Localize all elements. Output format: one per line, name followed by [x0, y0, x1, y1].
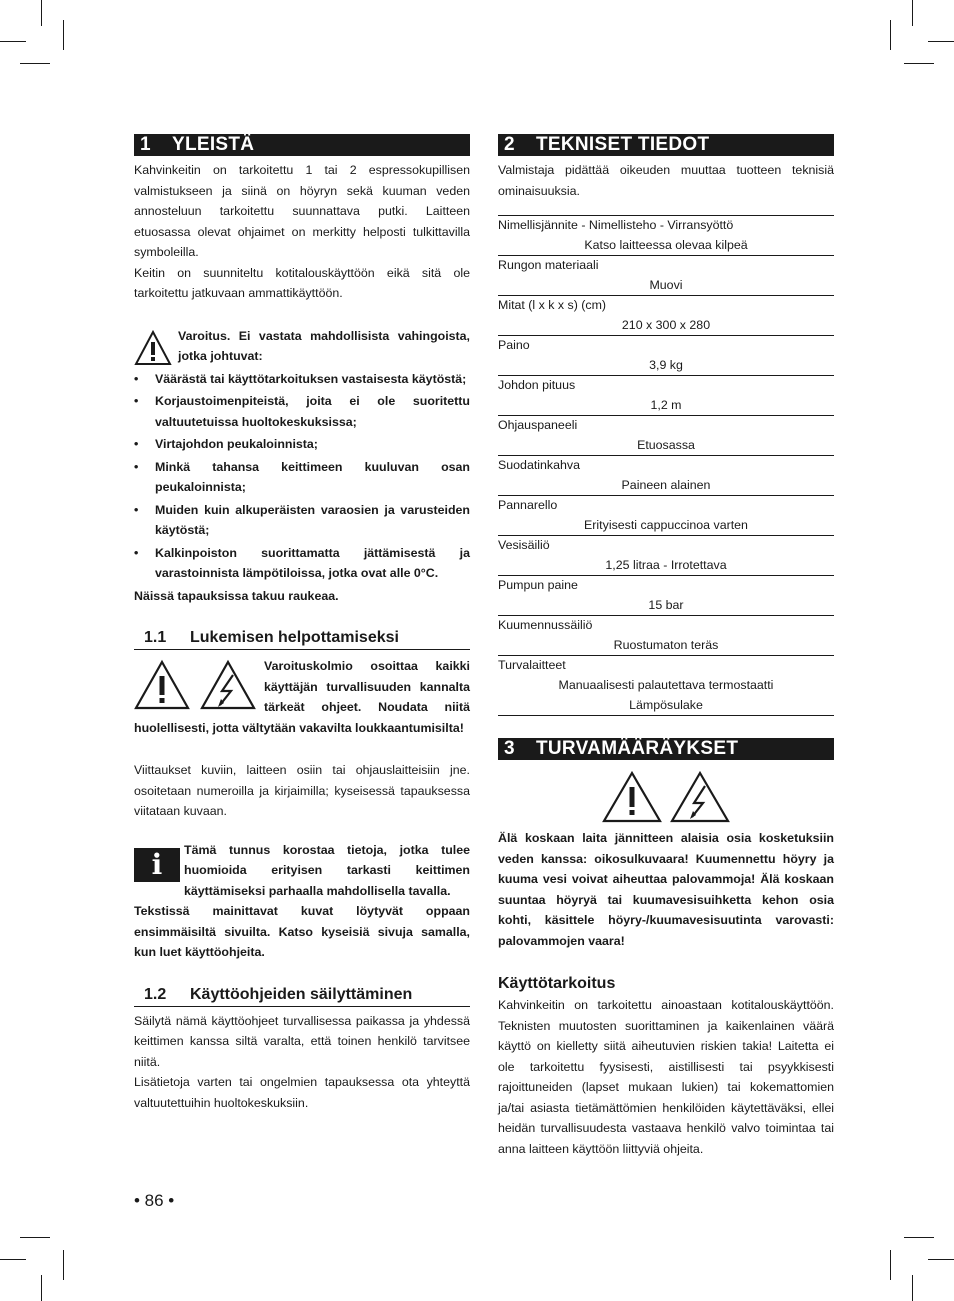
figures-note: Tekstissä mainittavat kuvat löytyvät oppaan ensimmäisiltä sivuilta. Katso kyseisiä sivuja samalla, kun luet käyttöohjeita.: [134, 904, 470, 959]
section-title: TEKNISET TIEDOT: [536, 134, 710, 155]
spec-row: [498, 336, 834, 376]
intended-use-paragraph: Kahvinkeitin on tarkoitettu ainoastaan kotitalouskäyttöön. Teknisten muutosten suorittaminen ja kaikenlainen väärä käyttö on kielletty siitä aiheutuvien riskien takia! Laitetta ei ole tarkoitettu fyysisesti, aistillisesti tai psyykkisesti rajoittuneiden (lapset mukaan lukien) tai kokemattomien ja/tai asiasta tietämättömien henkilöiden käytettäväksi, ellei heidän turvallisuudesta vastaava henkilö valvo toimintaa tai anna laitteen käyttöön liittyviä ohjeita.: [498, 998, 834, 1156]
section-1-heading: [134, 134, 470, 156]
spec-value: 1,25 litraa - Irrotettava: [605, 558, 727, 572]
spec-row: [498, 256, 834, 296]
spec-row: [498, 616, 834, 656]
list-item: • Virtajohdon peukaloinnista;: [134, 434, 470, 455]
spec-label: Turvalaitteet: [498, 658, 566, 672]
spec-table: [498, 215, 834, 716]
crop-mark: [41, 1275, 42, 1301]
spec-row: [498, 216, 834, 256]
warning-title: Varoitus. Ei vastata mahdollisista vahingoista, jotka johtuvat:: [178, 328, 470, 363]
spec-label: Rungon materiaali: [498, 258, 599, 272]
crop-mark: [890, 20, 891, 50]
subsection-1-1-heading: [134, 628, 470, 650]
crop-mark: [0, 41, 26, 42]
section-number: 3: [504, 738, 515, 759]
spec-row: [498, 456, 834, 496]
liability-warning: [134, 326, 470, 367]
contact-paragraph: Lisätietoja varten tai ongelmien tapauksessa ota yhteyttä valtuutettuihin huoltokeskuksiin.: [134, 1075, 470, 1110]
spec-label: Kuumennussäiliö: [498, 618, 593, 632]
intended-use-heading: Käyttötarkoitus: [498, 975, 616, 992]
spec-row: [498, 576, 834, 616]
subsection-title: Käyttöohjeiden säilyttäminen: [190, 985, 413, 1003]
spec-label: Suodatinkahva: [498, 458, 580, 472]
safety-symbol-note: [134, 656, 470, 738]
spec-value: Etuosassa: [637, 438, 695, 452]
warranty-note: Näissä tapauksissa takuu raukeaa.: [134, 588, 339, 603]
crop-mark: [41, 0, 42, 26]
subsection-number: 1.1: [144, 629, 167, 646]
section-number: 1: [140, 134, 151, 155]
crop-mark: [912, 1275, 913, 1301]
crop-mark: [904, 63, 934, 64]
crop-mark: [63, 1250, 64, 1280]
right-column: [498, 134, 834, 1159]
intro-paragraph: Kahvinkeitin on tarkoitettu 1 tai 2 espressokupillisen valmistukseen ja siinä on höyryn sekä kuuman veden annosteluun tarkoitettu suunnattava putki. Laitteen etuosassa olevat ohjaimet on merkitty helposti tulkittavilla symboleilla.: [134, 163, 470, 259]
crop-mark: [928, 1259, 954, 1260]
spec-value: Ruostumaton teräs: [613, 638, 719, 652]
subsection-number: 1.2: [144, 985, 167, 1003]
storage-paragraph: Säilytä nämä käyttöohjeet turvallisessa paikassa ja yhdessä keittimen kanssa siltä varalta, että toinen henkilö tarvitsee niitä.: [134, 1013, 470, 1069]
crop-mark: [0, 1259, 26, 1260]
spec-label: Pannarello: [498, 498, 558, 512]
info-note: [134, 840, 470, 902]
electric-hazard-icon: [200, 659, 256, 711]
spec-label: Pumpun paine: [498, 578, 578, 592]
spec-row: [498, 296, 834, 336]
spec-value: 1,2 m: [650, 398, 682, 412]
spec-label: Nimellisjännite - Nimellisteho - Virransyöttö: [498, 218, 734, 232]
spec-label: Ohjauspaneeli: [498, 418, 578, 432]
left-column: [134, 134, 470, 1113]
liability-list: [134, 369, 470, 584]
spec-row: [498, 656, 834, 716]
info-text: Tämä tunnus korostaa tietoja, jotka tulee huomioida erityisen tarkasti keittimen käyttämiseksi parhaalla mahdollisella tavalla.: [184, 842, 470, 898]
spec-value: 3,9 kg: [649, 358, 683, 372]
intro-paragraph-2: Keitin on suunniteltu kotitalouskäyttöön eikä sitä ole tarkoitettu jatkuvaan ammattikäyttöön.: [134, 265, 470, 300]
crop-mark: [890, 1250, 891, 1280]
spec-value: 15 bar: [648, 598, 684, 612]
list-item: • Väärästä tai käyttötarkoituksen vastaisesta käytöstä;: [134, 369, 470, 390]
list-item: • Minkä tahansa keittimeen kuuluvan osan peukaloinnista;: [134, 457, 470, 498]
spec-row: [498, 416, 834, 456]
spec-value: Paineen alainen: [621, 478, 711, 492]
specs-intro: Valmistaja pidättää oikeuden muuttaa tuotteen teknisiä ominaisuuksia.: [498, 163, 834, 198]
spec-label: Paino: [498, 338, 530, 352]
crop-mark: [912, 0, 913, 26]
crop-mark: [63, 20, 64, 50]
spec-row: [498, 536, 834, 576]
spec-label: Vesisäiliö: [498, 538, 550, 552]
hazard-icons: [498, 770, 834, 826]
spec-row: [498, 496, 834, 536]
spec-label: Mitat (l x k x s) (cm): [498, 298, 607, 312]
section-title: TURVAMÄÄRÄYKSET: [536, 738, 739, 759]
subsection-1-2-heading: [134, 985, 470, 1007]
crop-mark: [20, 1237, 50, 1238]
crop-mark: [928, 41, 954, 42]
subsection-title: Lukemisen helpottamiseksi: [190, 629, 399, 646]
spec-value: Katso laitteessa olevaa kilpeä: [584, 238, 748, 252]
section-title: YLEISTÄ: [172, 134, 255, 155]
spec-value: Erityisesti cappuccinoa varten: [584, 518, 748, 532]
warning-triangle-icon: [602, 770, 662, 824]
spec-value: Muovi: [649, 278, 683, 292]
electric-hazard-icon: [670, 770, 730, 824]
section-number: 2: [504, 134, 515, 155]
warning-triangle-icon: [134, 330, 172, 366]
spec-label: Johdon pituus: [498, 378, 576, 392]
crop-mark: [20, 63, 50, 64]
spec-value: 210 x 300 x 280: [621, 318, 711, 332]
references-paragraph: Viittaukset kuviin, laitteen osiin tai ohjauslaitteisiin jne. osoitetaan numeroilla ja kirjaimilla; kyseisessä tapauksessa viitataan kuvaan.: [134, 763, 470, 818]
list-item: • Korjaustoimenpiteistä, joita ei ole suoritettu valtuutetuissa huoltokeskuksissa;: [134, 391, 470, 432]
warning-triangle-icon: [134, 659, 190, 711]
spec-value: Lämpösulake: [629, 698, 703, 712]
spec-value: Manuaalisesti palautettava termostaatti: [558, 678, 774, 692]
page-number: • 86 •: [134, 1191, 175, 1210]
spec-row: [498, 376, 834, 416]
section-3-heading: [498, 738, 834, 760]
info-icon: i: [134, 848, 180, 882]
section-2-heading: [498, 134, 834, 156]
safety-warning-text: Älä koskaan laita jännitteen alaisia osia kosketuksiin veden kanssa: oikosulkuvaara! Kuumennettu höyry ja kuuma vesi voivat aiheuttaa palovammoja! Älä koskaan suuntaa höyryä tai kuumavesisuihketta kehon osia kohti, käsittele höyry-/kuumavesisuutinta varovasti: palovammojen vaara!: [498, 831, 834, 948]
crop-mark: [904, 1237, 934, 1238]
list-item: • Kalkinpoiston suorittamatta jättämisestä ja varastoinnista lämpötiloissa, jotka ovat alle 0°C.: [134, 543, 470, 584]
list-item: • Muiden kuin alkuperäisten varaosien ja varusteiden käytöstä;: [134, 500, 470, 541]
warning-symbol-text: Varoituskolmio osoittaa kaikki käyttäjän turvallisuuden kannalta tärkeät ohjeet. Noudata niitä huolellisesti, jotta vältytään vakavilta loukkaantumisilta!: [134, 659, 470, 735]
